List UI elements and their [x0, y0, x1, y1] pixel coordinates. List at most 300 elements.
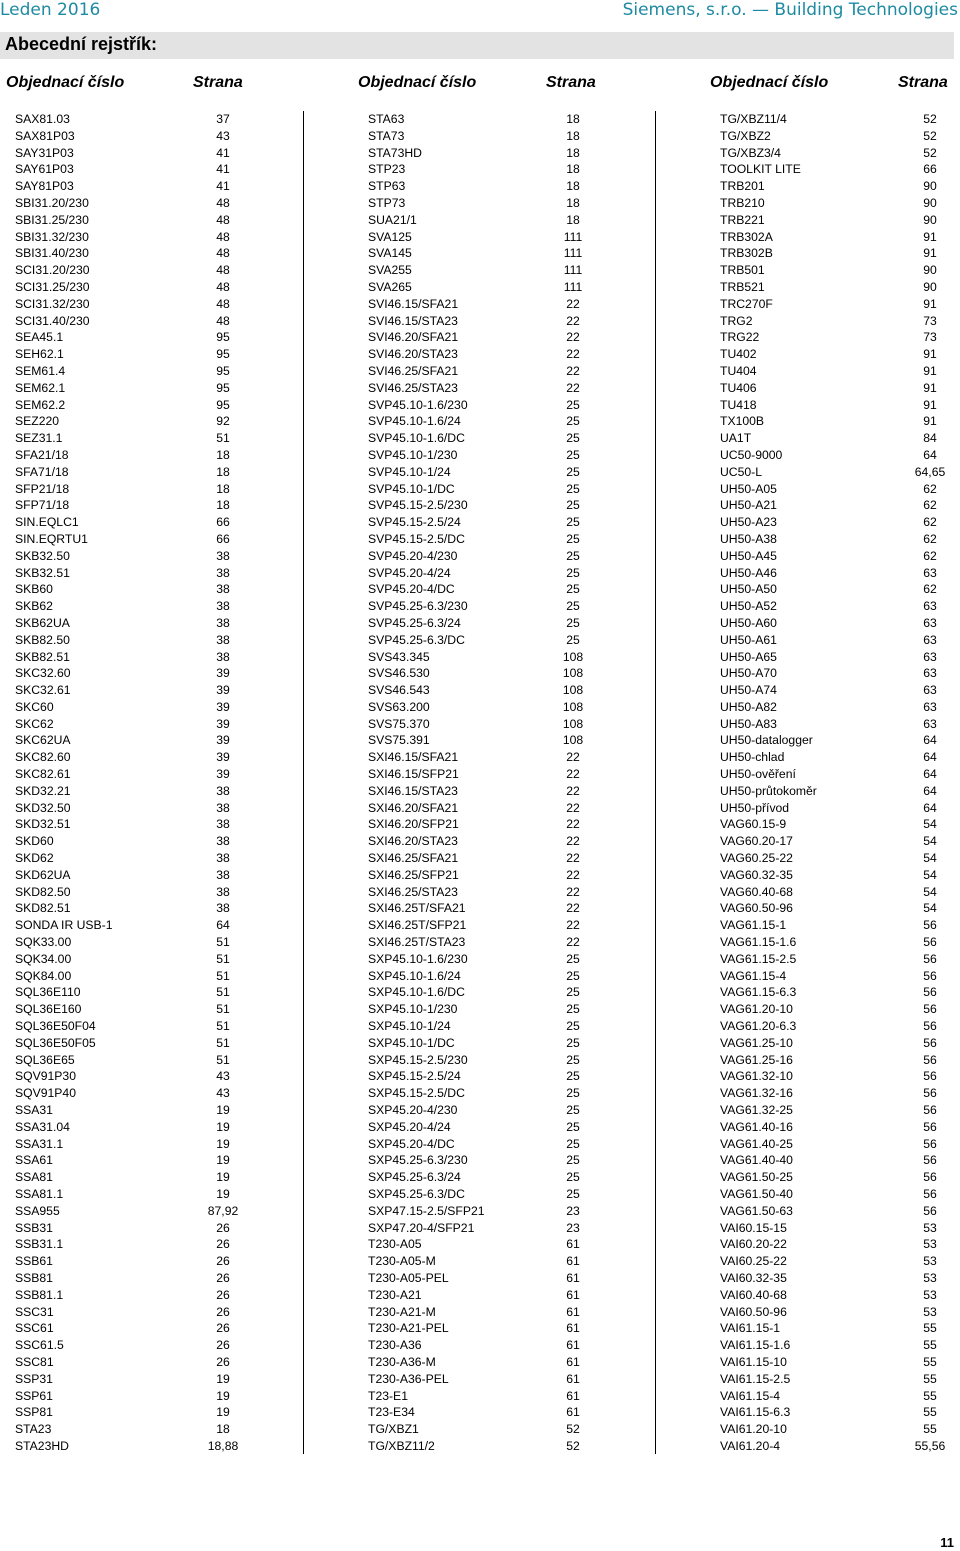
- order-number: SXP45.25-6.3/230: [368, 1153, 468, 1168]
- order-number: VAI60.50-96: [720, 1304, 787, 1319]
- index-row: [15, 380, 295, 397]
- page-ref: 25: [566, 1187, 580, 1201]
- index-row: [368, 682, 648, 699]
- index-row: [720, 716, 955, 733]
- index-row: [720, 749, 955, 766]
- page-ref: 54: [923, 817, 937, 832]
- index-row: [368, 1136, 648, 1153]
- order-number: SCI31.25/230: [15, 279, 90, 294]
- page-ref: 38: [216, 901, 230, 916]
- order-number: UH50-A23: [720, 515, 777, 530]
- order-number: UC50-9000: [720, 447, 783, 462]
- order-number: VAG61.50-63: [720, 1203, 793, 1218]
- order-number: SVP45.10-1.6/DC: [368, 431, 465, 446]
- index-row: [15, 1102, 295, 1119]
- page-ref: 25: [566, 1002, 580, 1017]
- order-number: TG/XBZ11/2: [368, 1438, 435, 1453]
- page-ref: 39: [216, 716, 230, 731]
- order-number: UH50-chlad: [720, 750, 785, 765]
- order-number: SVI46.20/STA23: [368, 347, 458, 362]
- page-ref: 22: [566, 767, 580, 782]
- page-ref: 25: [566, 531, 580, 546]
- index-row: [720, 1119, 955, 1136]
- page-ref: 22: [566, 313, 580, 328]
- order-number: STA63: [368, 112, 405, 126]
- page-ref: 62: [923, 515, 937, 530]
- page-ref: 51: [216, 951, 230, 966]
- index-row: [15, 245, 295, 262]
- index-row: [15, 1253, 295, 1270]
- page-ref: 26: [216, 1321, 230, 1336]
- page-ref: 111: [563, 279, 583, 294]
- page-ref: 62: [923, 498, 937, 513]
- index-row: [720, 1388, 955, 1405]
- index-row: [720, 245, 955, 262]
- index-row: [368, 749, 648, 766]
- page-ref: 37: [216, 112, 230, 126]
- index-row: [15, 161, 295, 178]
- index-row: [15, 816, 295, 833]
- page-ref: 22: [566, 884, 580, 899]
- page-ref: 63: [923, 683, 937, 698]
- order-number: UH50-přívod: [720, 800, 790, 815]
- order-number: SBI31.25/230: [15, 212, 89, 227]
- order-number: TRB302B: [720, 246, 773, 261]
- index-row: [15, 934, 295, 951]
- index-row: [368, 934, 648, 951]
- page-ref: 48: [216, 296, 230, 311]
- page-ref: 22: [566, 800, 580, 815]
- order-number: TOOLKIT LITE: [720, 162, 801, 177]
- order-number: UH50-A61: [720, 632, 777, 647]
- index-row: [15, 900, 295, 917]
- index-row: [15, 397, 295, 414]
- page-ref: 63: [923, 666, 937, 681]
- index-row: [368, 783, 648, 800]
- order-number: TRG2: [720, 313, 753, 328]
- order-number: SSA955: [15, 1203, 60, 1218]
- order-number: VAG61.25-10: [720, 1035, 793, 1050]
- order-number: VAG61.40-16: [720, 1119, 793, 1134]
- order-number: SVS63.200: [368, 699, 430, 714]
- order-number: SXP47.20-4/SFP21: [368, 1220, 475, 1235]
- index-row: [15, 1119, 295, 1136]
- index-row: [720, 1421, 955, 1438]
- index-row: [15, 1287, 295, 1304]
- order-number: STA23: [15, 1422, 52, 1437]
- index-row: [15, 581, 295, 598]
- order-number: SQK34.00: [15, 951, 72, 966]
- page-ref: 25: [566, 968, 580, 983]
- index-row: [368, 313, 648, 330]
- index-row: [720, 329, 955, 346]
- order-number: TRB201: [720, 179, 765, 194]
- page-ref: 63: [923, 599, 937, 614]
- order-number: SVS75.391: [368, 733, 430, 748]
- page-ref: 48: [216, 195, 230, 210]
- index-row: [15, 262, 295, 279]
- page-ref: 25: [566, 582, 580, 597]
- page-ref: 48: [216, 279, 230, 294]
- order-number: SXP45.15-2.5/230: [368, 1052, 468, 1067]
- page-ref: 56: [923, 918, 937, 933]
- order-number: SQK84.00: [15, 968, 72, 983]
- page-ref: 26: [216, 1237, 230, 1252]
- index-row: [368, 1035, 648, 1052]
- order-number: SSA61: [15, 1153, 53, 1168]
- order-number: SIN.EQLC1: [15, 515, 79, 530]
- page-ref: 56: [923, 1035, 937, 1050]
- index-row: [368, 1085, 648, 1102]
- order-number: SSP81: [15, 1405, 53, 1420]
- page-ref: 111: [563, 229, 583, 244]
- index-column-2: [368, 111, 648, 1455]
- order-number: SKD32.21: [15, 783, 71, 798]
- page-ref: 38: [216, 615, 230, 630]
- index-row: [368, 497, 648, 514]
- order-number: SBI31.32/230: [15, 229, 89, 244]
- index-row: [368, 1354, 648, 1371]
- order-number: UH50-A65: [720, 649, 777, 664]
- index-row: [15, 363, 295, 380]
- order-number: SXI46.20/STA23: [368, 834, 458, 849]
- index-row: [368, 766, 648, 783]
- page-ref: 51: [216, 1052, 230, 1067]
- page-ref: 64: [923, 447, 937, 462]
- order-number: SIN.EQRTU1: [15, 531, 88, 546]
- page-ref: 19: [216, 1170, 230, 1185]
- col2-page-header: Strana: [546, 74, 596, 91]
- order-number: SVI46.15/STA23: [368, 313, 458, 328]
- index-row: [720, 984, 955, 1001]
- page-ref: 38: [216, 834, 230, 849]
- index-row: [720, 1304, 955, 1321]
- page-ref: 38: [216, 800, 230, 815]
- order-number: SXI46.20/SFP21: [368, 817, 459, 832]
- page-ref: 38: [216, 565, 230, 580]
- index-row: [720, 850, 955, 867]
- index-row: [15, 1371, 295, 1388]
- page-ref: 56: [923, 935, 937, 950]
- page-ref: 62: [923, 481, 937, 496]
- page-ref: 39: [216, 666, 230, 681]
- page-ref: 61: [566, 1388, 580, 1403]
- order-number: SEA45.1: [15, 330, 64, 345]
- index-row: [15, 481, 295, 498]
- page-ref: 48: [216, 212, 230, 227]
- index-row: [15, 1052, 295, 1069]
- page-ref: 25: [566, 515, 580, 530]
- index-row: [15, 1068, 295, 1085]
- order-number: SXP45.10-1/230: [368, 1002, 458, 1017]
- index-row: [720, 867, 955, 884]
- page-ref: 38: [216, 599, 230, 614]
- index-row: [720, 682, 955, 699]
- index-row: [15, 1320, 295, 1337]
- index-row: [720, 296, 955, 313]
- order-number: SXP45.20-4/DC: [368, 1136, 455, 1151]
- page-ref: 56: [923, 1002, 937, 1017]
- index-row: [15, 145, 295, 162]
- page-ref: 18: [216, 1422, 230, 1437]
- order-number: SKD32.50: [15, 800, 71, 815]
- page-ref: 25: [566, 985, 580, 1000]
- order-number: TX100B: [720, 414, 765, 429]
- index-row: [368, 984, 648, 1001]
- page-ref: 91: [923, 296, 937, 311]
- page-ref: 38: [216, 817, 230, 832]
- page-ref: 38: [216, 867, 230, 882]
- page-ref: 48: [216, 229, 230, 244]
- index-row: [368, 178, 648, 195]
- order-number: VAG61.15-1.6: [720, 935, 797, 950]
- index-row: [720, 229, 955, 246]
- page-ref: 95: [216, 380, 230, 395]
- order-number: STP73: [368, 195, 406, 210]
- order-number: VAG61.32-16: [720, 1086, 793, 1101]
- page-ref: 18: [566, 145, 580, 160]
- index-row: [720, 783, 955, 800]
- order-number: SVP45.20-4/DC: [368, 582, 455, 597]
- order-number: VAG61.50-25: [720, 1170, 793, 1185]
- page-ref: 53: [923, 1304, 937, 1319]
- order-number: SKB62UA: [15, 615, 70, 630]
- order-number: SKC62: [15, 716, 54, 731]
- order-number: UH50-ověření: [720, 767, 796, 782]
- index-row: [368, 128, 648, 145]
- index-row: [15, 968, 295, 985]
- page-ref: 22: [566, 867, 580, 882]
- index-row: [720, 128, 955, 145]
- order-number: SVS75.370: [368, 716, 430, 731]
- order-number: SFP21/18: [15, 481, 70, 496]
- page-ref: 63: [923, 615, 937, 630]
- order-number: SXI46.15/SFA21: [368, 750, 459, 765]
- order-number: SVP45.20-4/24: [368, 565, 451, 580]
- index-row: [15, 716, 295, 733]
- order-number: SXP45.20-4/24: [368, 1119, 451, 1134]
- page-ref: 25: [566, 1052, 580, 1067]
- order-number: SXP47.15-2.5/SFP21: [368, 1203, 485, 1218]
- order-number: VAI60.20-22: [720, 1237, 787, 1252]
- order-number: UH50-A50: [720, 582, 777, 597]
- page-ref: 52: [566, 1438, 580, 1453]
- page-ref: 90: [923, 195, 937, 210]
- page-ref: 38: [216, 649, 230, 664]
- order-number: VAI61.15-4: [720, 1388, 781, 1403]
- index-row: [368, 884, 648, 901]
- order-number: SEZ31.1: [15, 431, 63, 446]
- page-ref: 52: [566, 1422, 580, 1437]
- order-number: SKC62UA: [15, 733, 71, 748]
- order-number: SVS43.345: [368, 649, 430, 664]
- index-row: [15, 598, 295, 615]
- index-row: [368, 447, 648, 464]
- page-ref: 91: [923, 246, 937, 261]
- index-row: [368, 279, 648, 296]
- index-row: [720, 447, 955, 464]
- index-row: [720, 1253, 955, 1270]
- page-ref: 52: [923, 145, 937, 160]
- page-ref: 25: [566, 1170, 580, 1185]
- page-ref: 18: [566, 212, 580, 227]
- page-ref: 25: [566, 431, 580, 446]
- order-number: SXP45.20-4/230: [368, 1103, 458, 1118]
- index-column-1: [15, 111, 295, 1455]
- index-row: [720, 833, 955, 850]
- order-number: SXP45.10-1/24: [368, 1019, 451, 1034]
- page-ref: 56: [923, 1203, 937, 1218]
- order-number: SSB61: [15, 1254, 53, 1269]
- order-number: UH50-A38: [720, 531, 777, 546]
- page-ref: 22: [566, 296, 580, 311]
- index-row: [720, 1152, 955, 1169]
- order-number: T230-A05: [368, 1237, 422, 1252]
- order-number: SKB82.50: [15, 632, 70, 647]
- page-header: [0, 0, 960, 27]
- index-row: [720, 161, 955, 178]
- order-number: SXI46.25T/SFP21: [368, 918, 467, 933]
- order-number: SKC32.60: [15, 666, 71, 681]
- page-ref: 64: [923, 800, 937, 815]
- page-ref: 91: [923, 229, 937, 244]
- order-number: SVI46.25/SFA21: [368, 363, 459, 378]
- header-date: Leden 2016: [0, 0, 101, 20]
- index-row: [368, 1270, 648, 1287]
- index-row: [15, 1404, 295, 1421]
- order-number: SCI31.32/230: [15, 296, 90, 311]
- index-row: [368, 732, 648, 749]
- order-number: TRB302A: [720, 229, 773, 244]
- index-row: [368, 1421, 648, 1438]
- index-row: [720, 1354, 955, 1371]
- index-row: [720, 1001, 955, 1018]
- index-row: [15, 565, 295, 582]
- page-ref: 19: [216, 1119, 230, 1134]
- page-ref: 26: [216, 1287, 230, 1302]
- order-number: SKD82.51: [15, 901, 71, 916]
- index-row: [15, 884, 295, 901]
- page-ref: 18: [216, 481, 230, 496]
- page-ref: 56: [923, 985, 937, 1000]
- order-number: SSC61: [15, 1321, 54, 1336]
- order-number: SSB81: [15, 1270, 53, 1285]
- page-ref: 39: [216, 699, 230, 714]
- index-row: [368, 1018, 648, 1035]
- order-number: SVP45.15-2.5/DC: [368, 531, 465, 546]
- page-ref: 22: [566, 363, 580, 378]
- index-row: [720, 195, 955, 212]
- page-ref: 87,92: [207, 1203, 239, 1218]
- page-ref: 41: [216, 162, 230, 177]
- order-number: UH50-průtokoměr: [720, 783, 817, 798]
- page-ref: 22: [566, 330, 580, 345]
- page-ref: 90: [923, 179, 937, 194]
- index-row: [368, 1203, 648, 1220]
- page-ref: 91: [923, 380, 937, 395]
- index-row: [720, 1102, 955, 1119]
- page-ref: 38: [216, 884, 230, 899]
- page-ref: 61: [566, 1405, 580, 1420]
- page-ref: 56: [923, 951, 937, 966]
- page-ref: 43: [216, 1086, 230, 1101]
- order-number: T230-A21-M: [368, 1304, 436, 1319]
- order-number: T230-A21-PEL: [368, 1321, 449, 1336]
- index-row: [720, 598, 955, 615]
- page-ref: 51: [216, 985, 230, 1000]
- index-row: [15, 1304, 295, 1321]
- index-row: [720, 1136, 955, 1153]
- order-number: VAG60.20-17: [720, 834, 793, 849]
- order-number: VAG61.32-10: [720, 1069, 793, 1084]
- order-number: SSC31: [15, 1304, 54, 1319]
- index-row: [720, 413, 955, 430]
- order-number: SUA21/1: [368, 212, 417, 227]
- index-row: [720, 1085, 955, 1102]
- page-ref: 18: [216, 498, 230, 513]
- order-number: SAY61P03: [15, 162, 74, 177]
- index-row: [720, 800, 955, 817]
- page-ref: 25: [566, 1019, 580, 1034]
- order-number: SVP45.25-6.3/230: [368, 599, 468, 614]
- page-ref: 53: [923, 1270, 937, 1285]
- order-number: SSA31.1: [15, 1136, 64, 1151]
- order-number: SKB32.50: [15, 548, 70, 563]
- page-ref: 19: [216, 1103, 230, 1118]
- page-ref: 63: [923, 649, 937, 664]
- order-number: SAX81P03: [15, 128, 75, 143]
- order-number: SKB32.51: [15, 565, 70, 580]
- index-row: [720, 1270, 955, 1287]
- order-number: T230-A36-PEL: [368, 1371, 449, 1386]
- index-row: [15, 531, 295, 548]
- order-number: TU406: [720, 380, 757, 395]
- page-ref: 39: [216, 750, 230, 765]
- order-number: TRB521: [720, 279, 765, 294]
- order-number: STP23: [368, 162, 406, 177]
- page-ref: 66: [923, 162, 937, 177]
- page-ref: 66: [216, 515, 230, 530]
- index-row: [368, 413, 648, 430]
- index-row: [15, 783, 295, 800]
- order-number: SVA125: [368, 229, 412, 244]
- order-number: VAI60.40-68: [720, 1287, 787, 1302]
- index-row: [368, 397, 648, 414]
- order-number: VAG61.20-6.3: [720, 1019, 797, 1034]
- index-row: [15, 1236, 295, 1253]
- index-row: [720, 346, 955, 363]
- order-number: SXI46.20/SFA21: [368, 800, 459, 815]
- index-row: [720, 212, 955, 229]
- page-ref: 26: [216, 1304, 230, 1319]
- order-number: SEZ220: [15, 414, 60, 429]
- order-number: VAI60.32-35: [720, 1270, 787, 1285]
- page-ref: 53: [923, 1254, 937, 1269]
- index-row: [15, 1421, 295, 1438]
- page-ref: 22: [566, 918, 580, 933]
- order-number: SVP45.10-1.6/24: [368, 414, 461, 429]
- order-number: VAG60.50-96: [720, 901, 793, 916]
- page-ref: 63: [923, 716, 937, 731]
- order-number: TU402: [720, 347, 757, 362]
- order-number: SONDA IR USB-1: [15, 918, 113, 933]
- index-row: [368, 161, 648, 178]
- page-ref: 53: [923, 1237, 937, 1252]
- page-ref: 48: [216, 246, 230, 261]
- order-number: SSP31: [15, 1371, 53, 1386]
- order-number: SSB31.1: [15, 1237, 64, 1252]
- page-ref: 26: [216, 1254, 230, 1269]
